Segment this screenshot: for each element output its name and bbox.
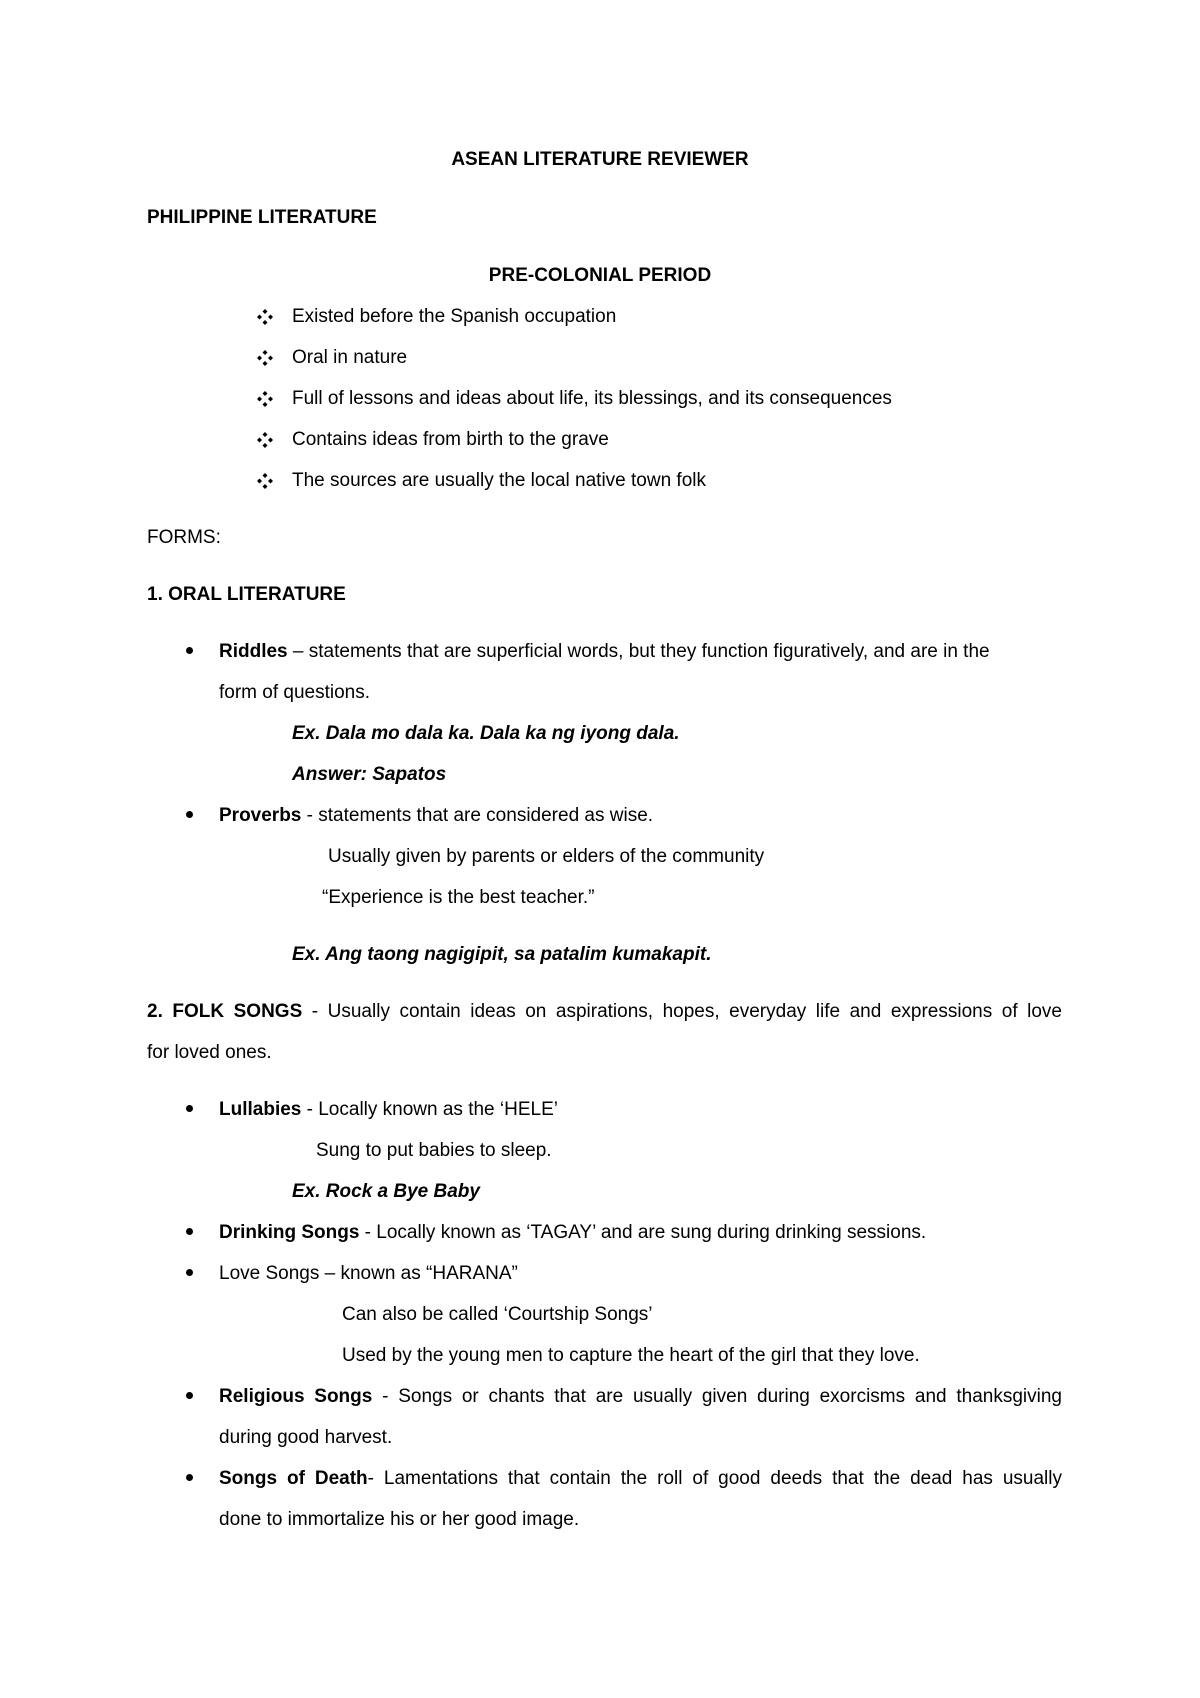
love-songs-note: Can also be called ‘Courtship Songs’ bbox=[342, 1304, 653, 1325]
folk-songs-intro bbox=[147, 1002, 1062, 1021]
diamond-bullet-icon bbox=[256, 431, 274, 449]
diamond-bullet-icon bbox=[256, 472, 274, 490]
document-title: ASEAN LITERATURE REVIEWER bbox=[451, 149, 749, 170]
songs-of-death-term: Songs of Death bbox=[219, 1468, 368, 1489]
period-point: Full of lessons and ideas about life, its blessings, and its consequences bbox=[292, 388, 892, 409]
lullabies-definition bbox=[219, 1100, 558, 1119]
songs-of-death-text: - Lamentations that contain the roll of good deeds that the dead has usually bbox=[367, 1468, 1062, 1489]
songs-of-death-definition bbox=[219, 1469, 1062, 1488]
proverbs-note: Usually given by parents or elders of the community bbox=[328, 846, 765, 867]
love-songs-definition: Love Songs – known as “HARANA” bbox=[219, 1263, 518, 1284]
period-point: Existed before the Spanish occupation bbox=[292, 306, 617, 327]
period-point: Oral in nature bbox=[292, 347, 408, 368]
proverbs-term: Proverbs bbox=[219, 805, 302, 826]
riddles-example: Ex. Dala mo dala ka. Dala ka ng iyong dala. bbox=[292, 723, 680, 744]
riddles-term: Riddles bbox=[219, 641, 288, 662]
lullabies-note: Sung to put babies to sleep. bbox=[316, 1140, 552, 1161]
proverbs-text: - statements that are considered as wise. bbox=[301, 805, 654, 826]
riddles-definition bbox=[219, 642, 990, 661]
religious-songs-term: Religious Songs bbox=[219, 1386, 373, 1407]
diamond-bullet-icon bbox=[256, 308, 274, 326]
proverbs-definition bbox=[219, 806, 653, 825]
songs-of-death-definition-cont: done to immortalize his or her good image. bbox=[219, 1509, 580, 1530]
bullet-icon bbox=[186, 1392, 193, 1399]
forms-label: FORMS: bbox=[147, 527, 221, 548]
religious-songs-definition bbox=[219, 1387, 1062, 1406]
bullet-icon bbox=[186, 811, 193, 818]
religious-songs-text: - Songs or chants that are usually given during exorcisms and thanksgiving bbox=[372, 1386, 1062, 1407]
proverbs-quote: “Experience is the best teacher.” bbox=[322, 887, 595, 908]
oral-literature-heading: 1. ORAL LITERATURE bbox=[147, 584, 346, 605]
bullet-icon bbox=[186, 647, 193, 654]
bullet-icon bbox=[186, 1474, 193, 1481]
drinking-songs-text: - Locally known as ‘TAGAY’ and are sung during drinking sessions. bbox=[359, 1222, 927, 1243]
drinking-songs-term: Drinking Songs bbox=[219, 1222, 360, 1243]
folk-songs-intro-cont: for loved ones. bbox=[147, 1042, 272, 1063]
riddles-text: – statements that are superficial words, but they function figuratively, and are in the bbox=[287, 641, 990, 662]
drinking-songs-definition bbox=[219, 1223, 926, 1242]
lullabies-term: Lullabies bbox=[219, 1099, 302, 1120]
riddles-answer: Answer: Sapatos bbox=[292, 764, 447, 785]
riddles-definition-cont: form of questions. bbox=[219, 682, 371, 703]
love-songs-note: Used by the young men to capture the heart of the girl that they love. bbox=[342, 1345, 920, 1366]
bullet-icon bbox=[186, 1228, 193, 1235]
section-heading: PHILIPPINE LITERATURE bbox=[147, 207, 377, 228]
diamond-bullet-icon bbox=[256, 349, 274, 367]
religious-songs-definition-cont: during good harvest. bbox=[219, 1427, 393, 1448]
lullabies-text: - Locally known as the ‘HELE’ bbox=[301, 1099, 558, 1120]
diamond-bullet-icon bbox=[256, 390, 274, 408]
period-point: Contains ideas from birth to the grave bbox=[292, 429, 609, 450]
lullabies-example: Ex. Rock a Bye Baby bbox=[292, 1181, 480, 1202]
folk-songs-intro-text: - Usually contain ideas on aspirations, hopes, everyday life and expressions of love bbox=[302, 1001, 1062, 1022]
bullet-icon bbox=[186, 1269, 193, 1276]
bullet-icon bbox=[186, 1105, 193, 1112]
proverbs-example: Ex. Ang taong nagigipit, sa patalim kumakapit. bbox=[292, 944, 712, 965]
period-point: The sources are usually the local native town folk bbox=[292, 470, 706, 491]
period-heading: PRE-COLONIAL PERIOD bbox=[488, 265, 712, 286]
folk-songs-heading: 2. FOLK SONGS bbox=[147, 1001, 303, 1022]
